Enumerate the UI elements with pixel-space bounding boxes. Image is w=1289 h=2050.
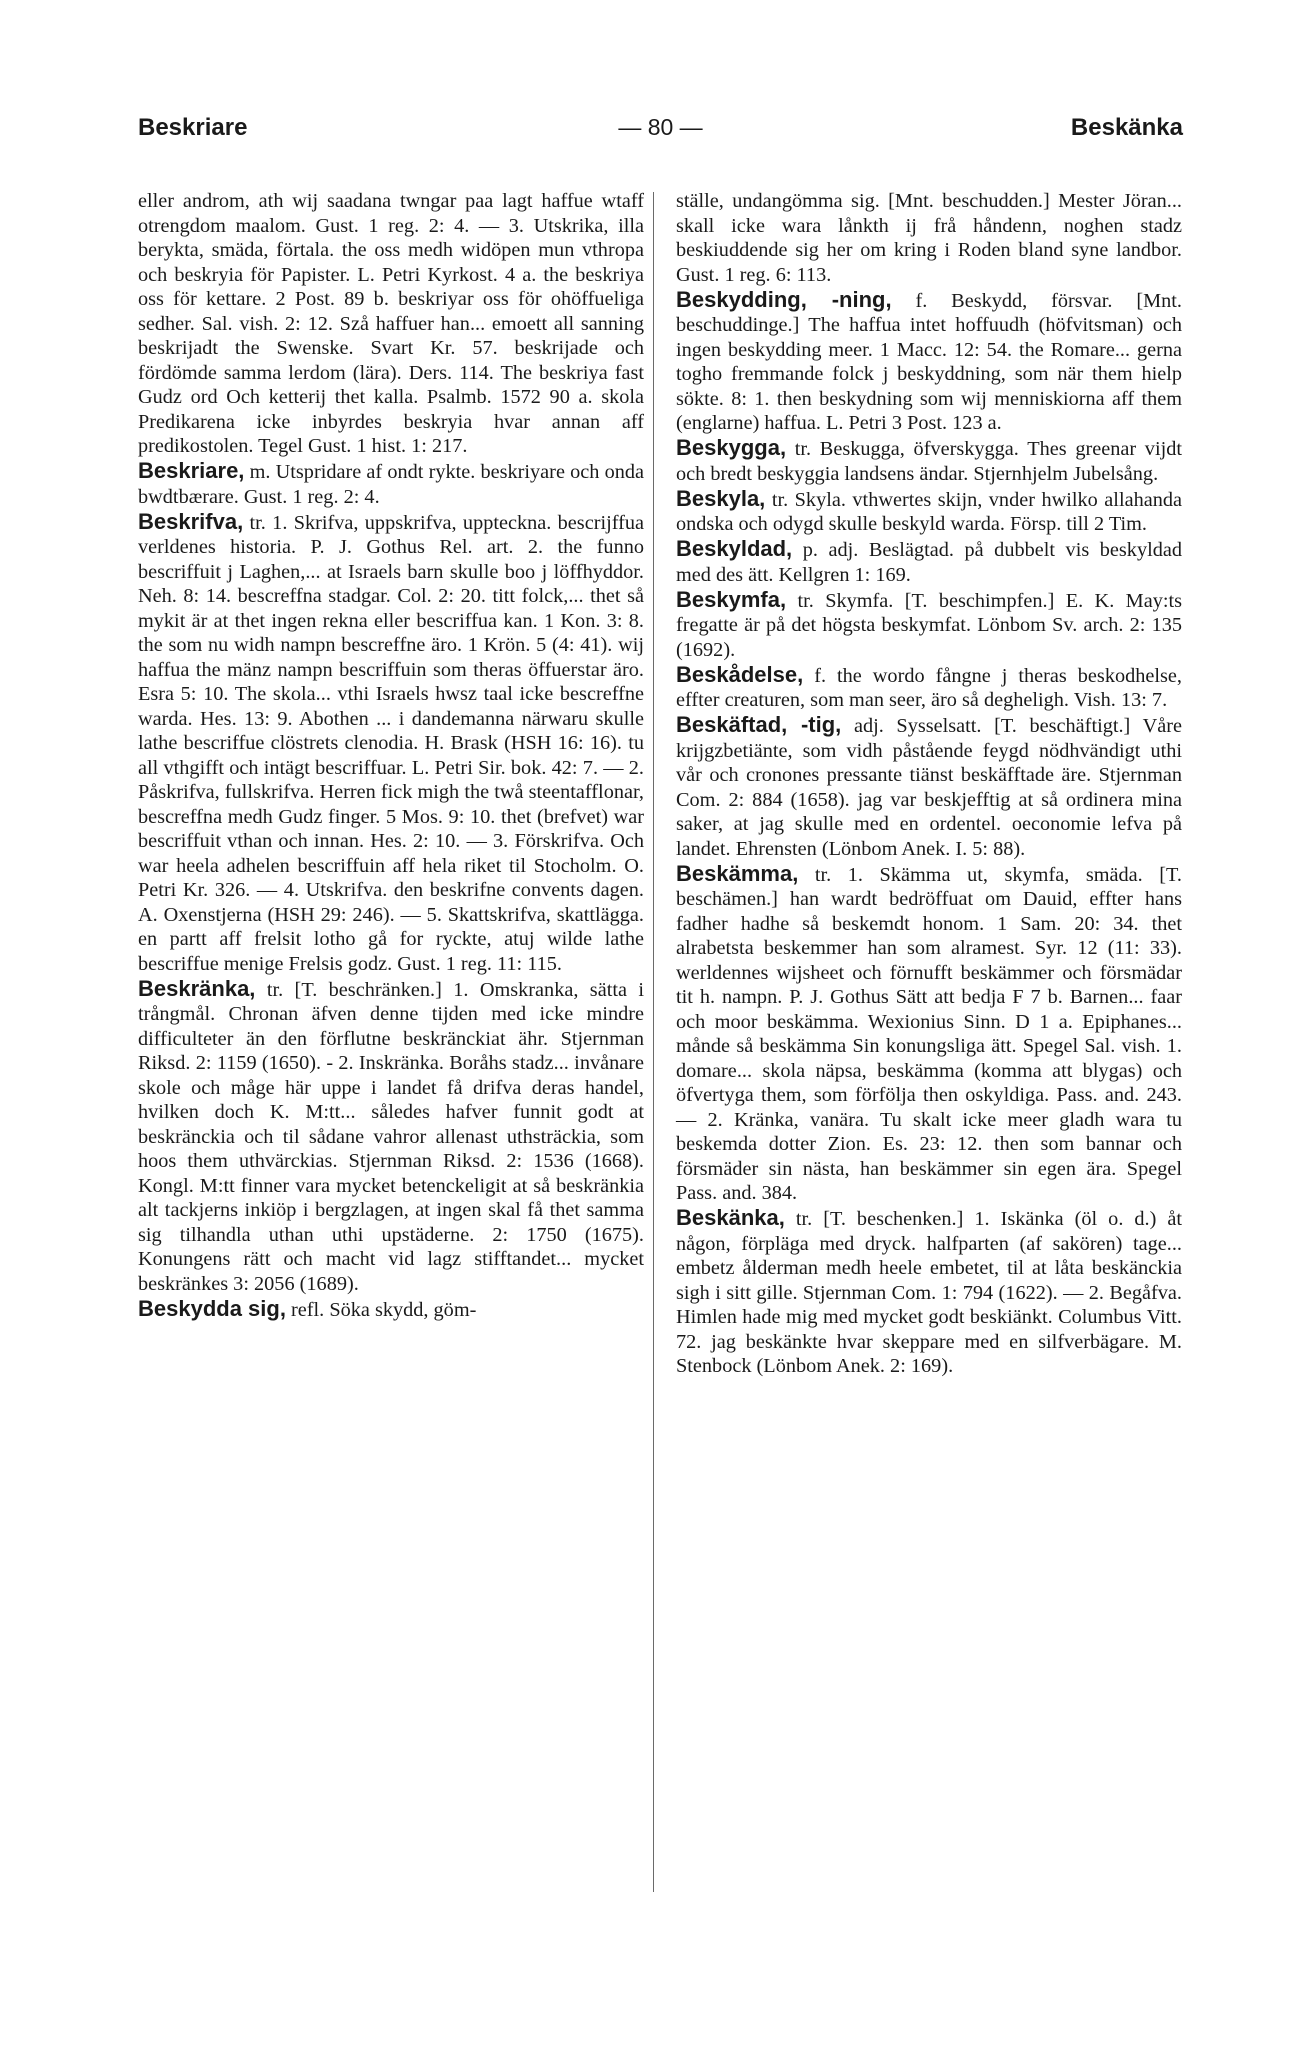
entry-body: tr. Beskugga, öfverskygga. Thes greenar vijdt och bredt beskyggia landsens ändar. Stjernhjelm Jubelsång. [676, 438, 1182, 485]
entry-body: tr. Skyla. vthwertes skijn, vnder hwilko allahanda ondska och odygd skulle beskyld warda. Försp. till 2 Tim. [676, 488, 1183, 535]
entry-body: refl. Söka skydd, göm- [291, 1298, 477, 1321]
left-column [138, 188, 644, 1323]
entry-body: tr. [T. beschenken.] 1. Iskänka (öl o. d.) åt någon, förpläga med dryck. halfparten (af sakören) tage... embetz ålderman medh heele embetet, til at låta beskänckia sigh i sitt gille. Stjernman Com. 1: 794 (1622). — 2. Begåfva. Himlen hade mig med mycket godt beskiänkt. Columbus Vitt. 72. jag beskänkte hvar skeppare med en silfverbägare. M. Stenbock (Lönbom Anek. 2: 169). [676, 1208, 1182, 1377]
entry-beskyla [676, 487, 1182, 537]
entry-beskyldad [676, 537, 1182, 587]
entry-headword: Beskrifva, [138, 508, 244, 534]
entry-headword: Beskränka, [138, 975, 256, 1001]
entry-beskadelse [676, 663, 1182, 713]
entry-headword: Beskriare, [138, 458, 245, 483]
entry-beskymfa [676, 588, 1182, 663]
entry-headword: Beskämma, [676, 860, 799, 886]
entry-body: m. Utspridare af ondt rykte. beskriyare och onda bwdtbærare. Gust. 1 reg. 2: 4. [138, 461, 644, 508]
entry-body: tr. Skymfa. [T. beschimpfen.] E. K. May:ts fregatte är på det högsta beskymfat. Lönbom Sv. arch. 2: 135 (1692). [676, 589, 1183, 661]
entry-beskydda-sig [138, 1297, 644, 1323]
entry-headword: Beskådelse, [676, 661, 804, 687]
column-divider [653, 192, 654, 1892]
entry-body: f. Beskydd, försvar. [Mnt. beschuddinge.] The haffua intet hoffuudh (höfvitsman) och ingen beskydding meer. 1 Macc. 12: 54. the Romare... gerna togho fremmande folck j beskyddning, som när them hielp sökte. 8: 1. then beskydning som wij menniskiorna aff them (englarne) haffua. L. Petri 3 Post. 123 a. [676, 289, 1182, 434]
entry-body: f. the wordo fångne j theras beskodhelse, effter creaturen, som man seer, äro så degheligh. Vish. 13: 7. [676, 664, 1182, 711]
entry-beskanka [676, 1206, 1182, 1379]
right-column [676, 188, 1182, 1379]
entry-beskydding [676, 288, 1182, 436]
entry-body: tr. 1. Skrifva, uppskrifva, uppteckna. bescrijffua verldenes historia. P. J. Gothus Rel. art. 2. the funno bescriffuit j Laghen,... at Israels barn skulle boo j löffhyddor. Neh. 8: 14. bescreffna stadgar. Col. 2: 20. titt folck,... thet så mykit är at thet ingen rekna eller bescriffua kan. 1 Kon. 3: 8. the som nu widh nampn bescreffne äro. 1 Krön. 5 (4: 41). wij haffua the mänz nampn bescriffuin som theras öffuerstar äro. Esra 5: 10. The skola... vthi Israels hwsz taal icke bescreffne warda. Hes. 13: 9. Abothen ... i dandemanna närwaru skulle lathe bescriffue clöstrets clenodia. H. Brask (HSH 16: 16). tu all vthgifft och intägt bescriffuar. L. Petri Sir. bok. 42: 7. — 2. Påskrifva, fullskrifva. Herren fick migh the twå steentafflonar, bescreffna medh Gudz finger. 5 Mos. 9: 10. thet (brefvet) war bescriffuit vthan och innan. Hes. 2: 10. — 3. Förskrifva. Och war heela adhelen bescriffuin aff hela riket til Stocholm. O. Petri Kr. 326. — 4. Utskrifva. den beskrifne convents dagen. A. Oxenstjerna (HSH 29: 246). — 5. Skattskrifva, skattlägga. en partt aff frelsit lotho gå for ryckte, atuj wilde lathe bescriffue menige Frelsis godz. Gust. 1 reg. 11: 115. [138, 511, 644, 975]
entry-headword: Beskänka, [676, 1205, 785, 1230]
running-head [138, 114, 1183, 150]
entry-headword: Beskydda sig, [138, 1295, 286, 1321]
running-head-last-word: Beskänka [1070, 114, 1183, 141]
entry-headword: Beskydding, -ning, [676, 286, 892, 312]
entry-headword: Beskymfa, [676, 586, 787, 612]
entry-body: adj. Sysselsatt. [T. beschäftigt.] Våre krijgzbetiänte, som vidh påstående feygd nödhvändigt uthi vår och cronones pressante tiänst beskäfftade äre. Stjernman Com. 2: 884 (1658). jag var beskjefftig at så ordinera mina saker, at jag skulle med en ordentel. oeconomie lefva på landet. Ehrensten (Lönbom Anek. I. 5: 88). [676, 715, 1182, 860]
entry-body: ställe, undangömma sig. [Mnt. beschudden.] Mester Jöran... skall icke wara lånkth ij frå håndenn, noghen stadz beskiuddende sig her om kring i Roden bland syne landbor. Gust. 1 reg. 6: 113. [676, 190, 1182, 286]
entry-headword: Beskyla, [676, 485, 766, 511]
entry-headword: Beskyldad, [676, 536, 793, 561]
entry-beskamma [676, 862, 1182, 1206]
entry-headword: Beskygga, [676, 435, 787, 460]
entry-beskaftad [676, 713, 1182, 861]
page-number: — 80 — [618, 114, 703, 140]
entry-beskygga [676, 436, 1182, 486]
entry-beskranka [138, 977, 644, 1297]
entry-body: eller androm, ath wij saadana twngar paa lagt haffue wtaff otrengdom maalom. Gust. 1 reg. 2: 4. — 3. Utskrika, illa berykta, smäda, förtala. the oss medh widöpen mun vthropa och beskryia för Papister. L. Petri Kyrkost. 4 a. the beskriya oss för kettare. 2 Post. 89 b. beskriyar oss för ohöffueliga sedher. Sal. vish. 2: 12. Szå haffuer han... emoett all sanning beskrijadt the Swenske. Svart Kr. 57. beskrijade och fördömde samma lerdom (lära). Ders. 114. The beskriya fast Gudz ord Och ketterij thet kalla. Psalmb. 1572 90 a. skola Predikarena icke inbyrdes beskryia hvar annan aff predikostolen. Tegel Gust. 1 hist. 1: 217. [138, 190, 644, 457]
entry-body: tr. [T. beschränken.] 1. Omskranka, sätta i trångmål. Chronan äfven denne tijden med icke mindre difficulteter än den förflutne beskränckiat ähr. Stjernman Riksd. 2: 1159 (1650). - 2. Inskränka. Boråhs stadz... invånare skole och måge här uppe i landet få drifva deras handel, hvilken doch K. M:tt... således hafver funnit godt at beskränckia och til sådane vahror allenast uthsträckia, som hoos them uthvärckias. Stjernman Riksd. 2: 1536 (1668). Kongl. M:tt finner vara mycket betenckeligit at så beskränkia alt tackjerns inkiöp i bergzlagen, at ingen skal få thet samma sig tilhandla uthan uthi upstäderne. 2: 1750 (1675). Konungens rätt och macht vid lagz stifftandet... mycket beskränkes 3: 2056 (1689). [138, 978, 644, 1295]
entry-continuation [138, 188, 644, 459]
entry-beskrifva [138, 510, 644, 977]
entry-body: tr. 1. Skämma ut, skymfa, smäda. [T. beschämen.] han wardt bedröffuat om Dauid, effter hans fadher hadhe så beskemdt honom. 1 Sam. 20: 34. thet alrabetsta beskemmer han som alramest. Syr. 12 (11: 33). werldennes wijsheet och förnufft beskämmer och försmädar tit h. nampn. P. J. Gothus Sätt att bedja F 7 b. Barnen... faar och moor beskämma. Wexionius Sinn. D 1 a. Epiphanes... månde så beskämma Sin konungsliga ätt. Spegel Sal. vish. 1. domare... skola näpsa, beskämma (komma att blygas) och öfvertyga them, som förfölja then oskyldiga. Pass. and. 243. — 2. Kränka, vanära. Tu skalt icke meer gladh wara tu beskemda dotter Zion. Es. 23: 12. then som bannar och försmäder sin nästa, han beskämmer sin egen ära. Spegel Pass. and. 384. [676, 863, 1182, 1204]
running-head-first-word: Beskriare [138, 114, 248, 141]
entry-beskriare [138, 459, 644, 509]
entry-headword: Beskäftad, -tig, [676, 712, 842, 737]
entry-body: p. adj. Beslägtad. på dubbelt vis beskyldad med des ätt. Kellgren 1: 169. [676, 539, 1183, 586]
entry-continuation [676, 188, 1182, 287]
